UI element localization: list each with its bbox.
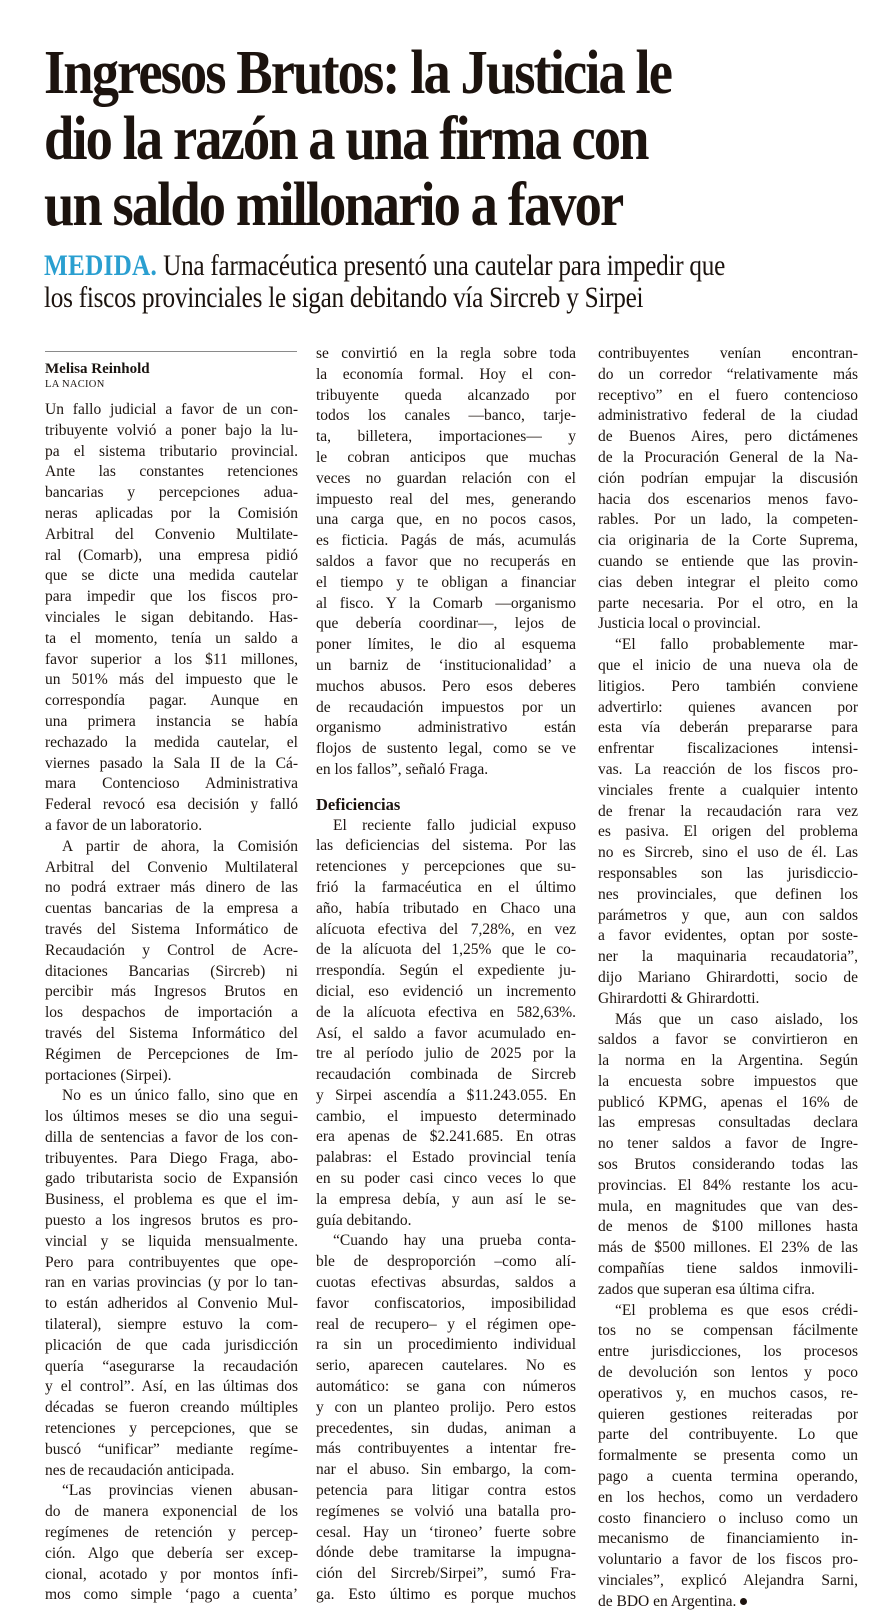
headline-line: Ingresos Brutos: la Justicia le [44, 39, 672, 107]
text-line: mecanismo de financiamiento in- [598, 1530, 858, 1548]
text-line: y con un planteo prolijo. Pero estos [316, 1398, 576, 1416]
text-line: ral (Comarb), una empresa pidió [45, 546, 298, 564]
text-line: rrespondía. Según el expediente ju- [316, 962, 576, 980]
headline-line: dio la razón a una firma con [44, 105, 648, 173]
text-line: sos Brutos considerando todas las [598, 1156, 858, 1174]
author-name: Melisa Reinhold [45, 361, 150, 377]
text-line: publicó KPMG, apenas el 16% de [598, 1093, 858, 1111]
text-line: voluntario a favor de los fiscos pro- [598, 1551, 858, 1569]
text-line: quieren gestiones reiteradas por [598, 1405, 858, 1423]
text-line: pago a cuenta termina operando, [598, 1468, 858, 1486]
text-line: litigios. Pero también conviene [598, 677, 858, 695]
headline-line: un saldo millonario a favor [44, 171, 623, 239]
text-line: quería “asegurarse la recaudación [45, 1357, 298, 1375]
text-line: rechazado la medida cautelar, el [45, 733, 298, 751]
text-line: Federal revocó esa decisión y falló [45, 796, 298, 814]
text-line: más de $500 millones. El 23% de las [598, 1239, 858, 1257]
text-line: la empresa debía, y aun así le se- [316, 1190, 576, 1208]
text-line: retenciones y percepciones, que se [45, 1420, 298, 1438]
text-line: le cobran anticipos que muchas [316, 448, 576, 466]
text-line: compañías tiene saldos inmovili- [598, 1260, 858, 1278]
text-line: palabras: el Estado provincial tenía [316, 1149, 576, 1167]
text-line: vincial y se liquida mensualmente. [45, 1232, 298, 1250]
text-line: parte necesaria. Por el otro, en la [598, 594, 858, 612]
text-line: Arbitral del Convenio Multilate- [45, 525, 298, 543]
text-line: no tener saldos a favor de Ingre- [598, 1135, 858, 1153]
text-line: en los hechos, como un verdadero [598, 1488, 858, 1506]
text-line: se convirtió en la regla sobre toda [316, 345, 576, 362]
outlet-name: LA NACION [45, 379, 105, 390]
text-line: tribuyente queda alcanzado por [316, 386, 576, 404]
text-line: de la alícuota efectiva en 582,63%. [316, 1003, 576, 1021]
text-line: ta el momento, tenía un saldo a [45, 629, 298, 647]
text-line: saldos a favor que no recuperás en [316, 552, 576, 570]
text-line: vinciales le sigan debitando. Has- [45, 608, 298, 626]
text-line: que debería coordinar—, lejos de [316, 615, 576, 633]
text-line: Arbitral del Convenio Multilateral [45, 858, 298, 876]
text-line: “Cuando hay una prueba conta- [333, 1232, 576, 1250]
text-line: las deficiencias del sistema. Por las [316, 837, 576, 855]
text-line: correspondía pagar. Aunque en [45, 692, 298, 710]
text-line: guía debitando. [316, 1211, 412, 1229]
text-line: parte del contribuyente. Lo que [598, 1426, 858, 1444]
text-line: de BDO en Argentina. [598, 1592, 858, 1613]
text-line: ción podrían empujar la discusión [598, 469, 858, 487]
text-line: cia originaria de la Corte Suprema, [598, 532, 858, 550]
text-line: la norma en la Argentina. Según [598, 1052, 858, 1070]
text-line: enfrentar fiscalizaciones intensi- [598, 740, 858, 758]
text-line: “El fallo probablemente mar- [615, 636, 858, 654]
text-line: regímenes de retención y percep- [45, 1524, 298, 1542]
text-line: ditaciones Bancarias (Sircreb) ni [45, 962, 298, 980]
text-line: mula, en magnitudes que van des- [598, 1197, 858, 1215]
text-line: en su poder casi cinco veces lo que [316, 1170, 576, 1188]
text-line: tribuyentes. Para Diego Fraga, abo- [45, 1149, 298, 1167]
text-line: precedentes, sin dudas, animan a [316, 1419, 576, 1437]
text-line: tribuyente volvió a poner bajo la lu- [45, 421, 298, 439]
text-line: Pero para contribuyentes que ope- [45, 1253, 298, 1271]
text-line: ga. Esto último es porque muchos [316, 1586, 576, 1604]
dek-subtitle [44, 250, 766, 314]
text-line: era apenas de $2.241.685. En otras [316, 1128, 576, 1146]
text-line: de recaudación impuestos por un [316, 698, 576, 716]
text-line: de menos de $100 millones hasta [598, 1218, 858, 1236]
text-line: impuesto real del mes, generando [316, 490, 576, 508]
text-line: para impedir que los fiscos pro- [45, 588, 298, 606]
text-line: administrativo federal de la ciudad [598, 407, 858, 425]
text-line: Ante las constantes retenciones [45, 463, 298, 481]
text-line: el tiempo y te obligan a financiar [316, 573, 576, 591]
text-line: neras aplicadas por la Comisión [45, 504, 298, 522]
text-line: receptivo” en el fuero contencioso [598, 386, 858, 404]
text-line: poner límites, le dio al esquema [316, 636, 576, 654]
text-line: cambio, el impuesto determinado [316, 1107, 576, 1125]
text-line: entre jurisdicciones, los procesos [598, 1343, 858, 1361]
text-line: la encuesta sobre impuestos que [598, 1072, 858, 1090]
text-line: Régimen de Percepciones de Im- [45, 1045, 298, 1063]
text-line: ción. Algo que debería ser excep- [45, 1544, 298, 1562]
text-line: provincias. El 84% restante los acu- [598, 1176, 858, 1194]
text-line: que el inicio de una nueva ola de [598, 656, 858, 674]
text-line: que se dicte una medida cautelar [45, 567, 298, 585]
text-line: a favor evidentes, optan por soste- [598, 927, 858, 945]
text-line: cuando se entiende que las provin- [598, 552, 858, 570]
text-line: Así, el saldo a favor acumulado en- [316, 1024, 576, 1042]
text-line: costo financiero o incluso como un [598, 1509, 858, 1527]
text-line: percibir más Ingresos Brutos en [45, 983, 298, 1001]
text-line: regímenes se volvió una batalla pro- [316, 1502, 576, 1520]
text-line: más contribuyentes a intentar fre- [316, 1440, 576, 1458]
article-column-1 [45, 400, 298, 1606]
text-line: nar el abuso. Sin embargo, la com- [316, 1461, 576, 1479]
text-line: es pasiva. El origen del problema [598, 823, 858, 841]
text-line: favor superior a los $11 millones, [45, 650, 298, 668]
text-line: de devolución son lentos y poco [598, 1364, 858, 1382]
text-line: décadas se fueron creando múltiples [45, 1399, 298, 1417]
text-line: los últimos meses se dio una segui- [45, 1108, 298, 1126]
text-line: en los fallos”, señaló Fraga. [316, 760, 489, 778]
text-line: todos los canales —banco, tarje- [316, 407, 576, 425]
text-line: contribuyentes venían encontran- [598, 345, 858, 362]
text-line: y Sirpei ascendía a $11.243.055. En [316, 1086, 576, 1104]
text-line: hacia dos escenarios menos favo- [598, 490, 858, 508]
text-line: cuotas efectivas absurdas, saldos a [316, 1274, 576, 1292]
text-line: través del Sistema Informático del [45, 1024, 298, 1042]
text-line: cional, acotado y por montos ínfi- [45, 1565, 298, 1583]
text-line: tilateral), siempre estuvo la com- [45, 1316, 298, 1334]
text-line: “El problema es que esos crédi- [615, 1301, 858, 1319]
text-line: zados que superan esa última cifra. [598, 1280, 815, 1298]
byline [45, 360, 150, 392]
text-line: no podrá extraer más dinero de las [45, 879, 298, 897]
text-line: tos no se compensan fácilmente [598, 1322, 858, 1340]
text-line: un barniz de ‘institucionalidad’ a [316, 656, 576, 674]
dek-text: Una farmacéutica presentó una cautelar para impedir que [157, 249, 726, 282]
text-line: no es Sircreb, sino el uso de él. Las [598, 844, 858, 862]
text-line: ran en varias provincias (y por lo tan- [45, 1274, 298, 1292]
text-line: muchos abusos. Pero esos deberes [316, 677, 576, 695]
text-line: Un fallo judicial a favor de un con- [45, 401, 298, 418]
text-line: viernes pasado la Sala II de la Cá- [45, 754, 298, 772]
text-line: de frenar la recaudación rara vez [598, 802, 858, 820]
kicker-label: MEDIDA. [44, 249, 158, 282]
text-line: dónde debe tramitarse la impugna- [316, 1544, 576, 1562]
text-line: al fisco. Y la Comarb —organismo [316, 594, 576, 612]
text-line: plicación de que cada jurisdicción [45, 1336, 298, 1354]
text-line: Justicia local o provincial. [598, 615, 761, 633]
text-line: dijo Mariano Ghirardotti, socio de [598, 968, 858, 986]
text-line: través del Sistema Informático de [45, 920, 298, 938]
text-line: Business, el problema es que el im- [45, 1191, 298, 1209]
text-line: de Buenos Aires, pero dictámenes [598, 428, 858, 446]
text-line: cesal. Hay un ‘tironeo’ fuerte sobre [316, 1523, 576, 1541]
text-line: favor confiscatorios, imposibilidad [316, 1294, 576, 1312]
text-line: los despachos de importación a [45, 1004, 298, 1022]
text-line: año, había tributado en Chaco una [316, 899, 576, 917]
text-line: un 501% más del impuesto que le [45, 671, 298, 689]
text-line: puesto a los ingresos brutos es pro- [45, 1212, 298, 1230]
text-line: advertirlo: quienes avancen por [598, 698, 858, 716]
text-line: de la alícuota del 1,25% que le co- [316, 941, 576, 959]
text-line: frió la farmacéutica en el último [316, 878, 576, 896]
text-line: alícuota efectiva del 7,28%, en vez [316, 920, 576, 938]
byline-divider [45, 351, 297, 352]
text-line: automático: se gana con números [316, 1378, 576, 1396]
text-line: mara Contencioso Administrativa [45, 775, 298, 793]
article-column-2 [316, 344, 576, 1606]
headline [44, 40, 774, 238]
end-of-article-bullet-icon [740, 1598, 747, 1605]
text-line: ble de desproporción –como alí- [316, 1253, 576, 1271]
text-line: dicial, eso evidenció un incremento [316, 982, 576, 1000]
text-line: de la Procuración General de la Na- [598, 448, 858, 466]
text-line: ción del Sircreb/Sirpei”, sumó Fra- [316, 1565, 576, 1583]
text-line: Ghirardotti & Ghirardotti. [598, 989, 760, 1007]
text-line: operativos y, en muchos casos, re- [598, 1384, 858, 1402]
text-line: una carga que, en no pocos casos, [316, 511, 576, 529]
text-line: nes de recaudación anticipada. [45, 1461, 235, 1479]
subheading: Deficiencias [316, 794, 401, 814]
text-line: dilla de sentencias a favor de los con- [45, 1128, 298, 1146]
text-line: nes provinciales, que definen los [598, 885, 858, 903]
text-line: vinciales”, explicó Alejandra Sarni, [598, 1572, 858, 1590]
text-line: Más que un caso aislado, los [615, 1010, 858, 1028]
text-line: serio, aparecen cautelares. No es [316, 1357, 576, 1375]
dek-line [44, 250, 766, 282]
text-line: parámetros y que, aun con saldos [598, 906, 858, 924]
text-line: No es un único fallo, sino que en [62, 1087, 298, 1105]
article-column-3 [598, 344, 858, 1613]
text-line: flojos de sustento legal, como se ve [316, 740, 576, 758]
text-line: es ficticia. Pagás de más, acumulás [316, 532, 576, 550]
text-line: gado tributarista socio de Expansión [45, 1170, 298, 1188]
text-line: “Las provincias vienen abusan- [62, 1482, 298, 1500]
text-line: cuentas bancarias de la empresa a [45, 900, 298, 918]
text-line: una primera instancia se había [45, 712, 298, 730]
text-line: buscó “unificar” mediante regíme- [45, 1440, 298, 1458]
text-line: portaciones (Sirpei). [45, 1066, 172, 1084]
text-line: recaudación combinada de Sircreb [316, 1066, 576, 1084]
text-line: do de manera exponencial de los [45, 1503, 298, 1521]
text-line: real de recupero– y el régimen ope- [316, 1315, 576, 1333]
text-line: saldos a favor se convirtieron en [598, 1031, 858, 1049]
text-line: bancarias y percepciones adua- [45, 484, 298, 502]
text-line: a favor de un laboratorio. [45, 816, 203, 834]
text-line: Recaudación y Control de Acre- [45, 941, 298, 959]
text-line: organismo administrativo están [316, 719, 576, 737]
text-line: ner la maquinaria recaudatoria”, [598, 948, 858, 966]
text-line: las empresas consultadas declara [598, 1114, 858, 1132]
text-line: veces no guardan relación con el [316, 469, 576, 487]
text-line: ta, billetera, importaciones— y [316, 428, 576, 446]
text-line: tre al período julio de 2025 por la [316, 1045, 576, 1063]
text-line: to están adheridos al Convenio Mul- [45, 1295, 298, 1313]
text-line: vinciales frente a cualquier intento [598, 781, 858, 799]
section-gap [316, 781, 576, 795]
text-line: rables. Por un lado, la competen- [598, 511, 858, 529]
text-line: esta vía deberán prepararse para [598, 719, 858, 737]
text-line: El reciente fallo judicial expuso [333, 816, 576, 834]
text-line: vas. La reacción de los fiscos pro- [598, 760, 858, 778]
text-line: responsables son las jurisdiccio- [598, 864, 858, 882]
text-line: pa el sistema tributario provincial. [45, 442, 298, 460]
text-line: la economía formal. Hoy el con- [316, 365, 576, 383]
text-line: y el control”. Así, en las últimas dos [45, 1378, 298, 1396]
text-line: cias deben integrar el pleito como [598, 573, 858, 591]
text-line: formalmente se presenta como un [598, 1447, 858, 1465]
dek-line: los fiscos provinciales le sigan debitando vía Sircreb y Sirpei [44, 281, 644, 314]
text-line: A partir de ahora, la Comisión [62, 837, 298, 855]
text-line: ra sin un procedimiento individual [316, 1336, 576, 1354]
text-line: mos como simple ‘pago a cuenta’ [45, 1586, 298, 1604]
text-line: retenciones y percepciones que su- [316, 858, 576, 876]
text-line: do un corredor “relativamente más [598, 365, 858, 383]
text-line: petencia para litigar contra estos [316, 1482, 576, 1500]
